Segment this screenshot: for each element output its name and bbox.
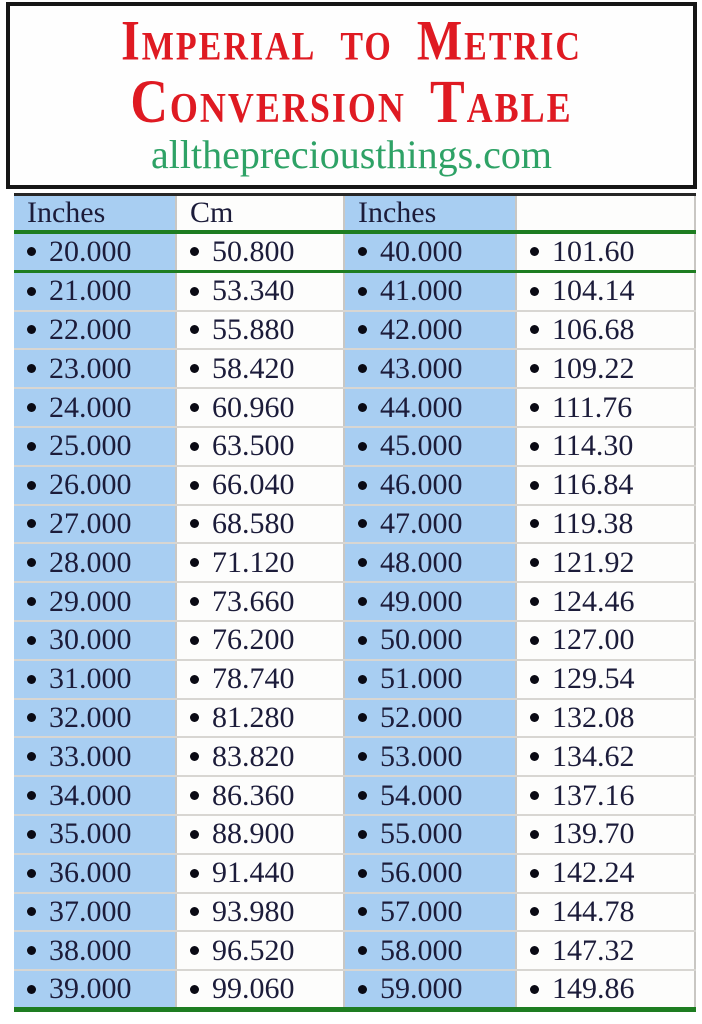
column-header-inches-b: Inches <box>345 196 515 230</box>
inches-value-a: 37.000 <box>49 894 132 928</box>
cell-inches-b <box>345 350 515 387</box>
bullet-icon <box>27 713 36 722</box>
cell-inches-a <box>14 544 175 581</box>
inches-value-b: 48.000 <box>380 545 463 579</box>
bullet-icon <box>530 481 539 490</box>
bullet-icon <box>358 830 367 839</box>
cell-cm-a <box>175 816 345 853</box>
inches-value-a: 21.000 <box>49 274 132 308</box>
column-header-cm-b <box>515 196 696 230</box>
inches-value-b: 57.000 <box>380 894 463 928</box>
cm-value-a: 58.420 <box>212 351 295 385</box>
cell-inches-b <box>345 971 515 1007</box>
bullet-icon <box>358 519 367 528</box>
cell-inches-b <box>345 661 515 698</box>
cm-value-b: 111.76 <box>552 390 633 424</box>
bullet-icon <box>530 636 539 645</box>
bullet-icon <box>190 481 199 490</box>
cell-cm-b <box>515 389 696 426</box>
inches-value-b: 58.000 <box>380 933 463 967</box>
cell-inches-b <box>345 583 515 620</box>
table-header-row <box>14 193 696 234</box>
cell-cm-a <box>175 777 345 814</box>
bullet-icon <box>190 442 199 451</box>
cm-value-a: 78.740 <box>212 662 295 696</box>
table-row <box>14 350 696 389</box>
cm-value-a: 50.800 <box>212 234 295 268</box>
cell-cm-a <box>175 661 345 698</box>
cell-cm-a <box>175 855 345 892</box>
cm-value-a: 76.200 <box>212 623 295 657</box>
bullet-icon <box>358 558 367 567</box>
bullet-icon <box>530 830 539 839</box>
bullet-icon <box>190 830 199 839</box>
bullet-icon <box>27 287 36 296</box>
inches-value-b: 41.000 <box>380 274 463 308</box>
cell-cm-a <box>175 312 345 349</box>
bullet-icon <box>27 752 36 761</box>
bullet-icon <box>358 907 367 916</box>
cm-value-b: 134.62 <box>552 739 635 773</box>
cell-cm-a <box>175 700 345 737</box>
cm-value-b: 124.46 <box>552 584 635 618</box>
bullet-icon <box>530 985 539 994</box>
table-row <box>14 622 696 661</box>
bullet-icon <box>27 364 36 373</box>
bullet-icon <box>27 791 36 800</box>
inches-value-a: 26.000 <box>49 468 132 502</box>
bullet-icon <box>190 675 199 684</box>
cell-inches-b <box>345 273 515 310</box>
table-row <box>14 777 696 816</box>
table-row <box>14 312 696 351</box>
table-row <box>14 855 696 894</box>
cell-cm-a <box>175 234 345 270</box>
inches-value-b: 59.000 <box>380 972 463 1006</box>
cell-cm-b <box>515 777 696 814</box>
bullet-icon <box>530 519 539 528</box>
cell-inches-a <box>14 350 175 387</box>
bullet-icon <box>27 519 36 528</box>
cell-inches-a <box>14 700 175 737</box>
inches-value-a: 22.000 <box>49 312 132 346</box>
cm-value-a: 60.960 <box>212 390 295 424</box>
cell-inches-b <box>345 816 515 853</box>
bullet-icon <box>530 713 539 722</box>
cm-value-b: 121.92 <box>552 545 635 579</box>
inches-value-b: 54.000 <box>380 778 463 812</box>
cm-value-a: 83.820 <box>212 739 295 773</box>
cell-cm-a <box>175 389 345 426</box>
table-row <box>14 544 696 583</box>
table-row <box>14 894 696 933</box>
bullet-icon <box>190 558 199 567</box>
cm-value-a: 91.440 <box>212 856 295 890</box>
inches-value-a: 32.000 <box>49 700 132 734</box>
bullet-icon <box>190 752 199 761</box>
bullet-icon <box>190 713 199 722</box>
bullet-icon <box>190 946 199 955</box>
cell-inches-a <box>14 428 175 465</box>
cell-cm-b <box>515 467 696 504</box>
bullet-icon <box>530 442 539 451</box>
title-banner <box>6 2 697 189</box>
page-title-line2: Conversion Table <box>130 69 573 137</box>
cm-value-b: 137.16 <box>552 778 635 812</box>
bullet-icon <box>190 325 199 334</box>
bullet-icon <box>530 558 539 567</box>
table-row <box>14 971 696 1012</box>
inches-value-a: 24.000 <box>49 390 132 424</box>
inches-value-b: 45.000 <box>380 429 463 463</box>
cell-inches-a <box>14 855 175 892</box>
bullet-icon <box>358 403 367 412</box>
cm-value-a: 63.500 <box>212 429 295 463</box>
cell-cm-b <box>515 738 696 775</box>
cell-inches-b <box>345 389 515 426</box>
bullet-icon <box>190 247 199 256</box>
cm-value-b: 142.24 <box>552 856 635 890</box>
table-row <box>14 428 696 467</box>
cell-cm-b <box>515 234 696 270</box>
inches-value-b: 53.000 <box>380 739 463 773</box>
cell-inches-b <box>345 234 515 270</box>
cm-value-b: 101.60 <box>552 234 635 268</box>
inches-value-a: 29.000 <box>49 584 132 618</box>
bullet-icon <box>190 287 199 296</box>
inches-value-a: 39.000 <box>49 972 132 1006</box>
table-row <box>14 738 696 777</box>
bullet-icon <box>27 869 36 878</box>
inches-value-a: 31.000 <box>49 662 132 696</box>
cell-inches-b <box>345 312 515 349</box>
bullet-icon <box>27 597 36 606</box>
cm-value-a: 88.900 <box>212 817 295 851</box>
bullet-icon <box>530 403 539 412</box>
cm-value-b: 147.32 <box>552 933 635 967</box>
bullet-icon <box>27 403 36 412</box>
cell-cm-b <box>515 816 696 853</box>
table-body <box>14 234 696 1012</box>
bullet-icon <box>358 325 367 334</box>
cell-inches-b <box>345 777 515 814</box>
bullet-icon <box>530 752 539 761</box>
cell-inches-a <box>14 894 175 931</box>
bullet-icon <box>27 247 36 256</box>
cell-inches-a <box>14 816 175 853</box>
cell-inches-b <box>345 932 515 969</box>
bullet-icon <box>27 442 36 451</box>
cell-cm-b <box>515 700 696 737</box>
cell-cm-b <box>515 622 696 659</box>
bullet-icon <box>358 869 367 878</box>
cell-cm-b <box>515 894 696 931</box>
cell-inches-a <box>14 467 175 504</box>
website-url: allthepreciousthings.com <box>150 132 552 178</box>
cm-value-a: 55.880 <box>212 312 295 346</box>
cm-value-a: 96.520 <box>212 933 295 967</box>
cm-value-b: 127.00 <box>552 623 635 657</box>
bullet-icon <box>190 791 199 800</box>
bullet-icon <box>530 597 539 606</box>
inches-value-b: 50.000 <box>380 623 463 657</box>
inches-value-a: 36.000 <box>49 856 132 890</box>
page-title-line1: Imperial to Metric <box>121 9 582 73</box>
cell-cm-b <box>515 428 696 465</box>
cm-value-a: 99.060 <box>212 972 295 1006</box>
cell-cm-b <box>515 506 696 543</box>
cm-value-b: 149.86 <box>552 972 635 1006</box>
cell-inches-a <box>14 273 175 310</box>
inches-value-a: 33.000 <box>49 739 132 773</box>
bullet-icon <box>190 364 199 373</box>
bullet-icon <box>27 558 36 567</box>
cell-inches-b <box>345 894 515 931</box>
cell-inches-a <box>14 389 175 426</box>
cell-inches-b <box>345 738 515 775</box>
cell-cm-b <box>515 661 696 698</box>
cell-inches-a <box>14 971 175 1007</box>
bullet-icon <box>27 325 36 334</box>
cell-cm-b <box>515 273 696 310</box>
cell-cm-b <box>515 312 696 349</box>
inches-value-b: 51.000 <box>380 662 463 696</box>
inches-value-a: 23.000 <box>49 351 132 385</box>
cell-cm-b <box>515 350 696 387</box>
cell-inches-b <box>345 428 515 465</box>
conversion-table <box>14 193 696 1012</box>
cm-value-b: 119.38 <box>552 506 634 540</box>
bullet-icon <box>27 830 36 839</box>
bullet-icon <box>27 481 36 490</box>
cell-inches-a <box>14 622 175 659</box>
cell-cm-a <box>175 350 345 387</box>
cm-value-b: 132.08 <box>552 700 635 734</box>
cm-value-a: 86.360 <box>212 778 295 812</box>
cell-inches-a <box>14 738 175 775</box>
bullet-icon <box>358 247 367 256</box>
inches-value-a: 25.000 <box>49 429 132 463</box>
table-row <box>14 661 696 700</box>
inches-value-b: 43.000 <box>380 351 463 385</box>
inches-value-a: 28.000 <box>49 545 132 579</box>
cell-cm-a <box>175 506 345 543</box>
cell-inches-a <box>14 234 175 270</box>
bullet-icon <box>358 481 367 490</box>
bullet-icon <box>358 442 367 451</box>
bullet-icon <box>358 636 367 645</box>
bullet-icon <box>358 791 367 800</box>
bullet-icon <box>27 675 36 684</box>
bullet-icon <box>530 907 539 916</box>
cm-value-b: 144.78 <box>552 894 635 928</box>
bullet-icon <box>358 287 367 296</box>
cell-inches-b <box>345 622 515 659</box>
cell-cm-a <box>175 467 345 504</box>
bullet-icon <box>530 675 539 684</box>
cm-value-b: 106.68 <box>552 312 635 346</box>
cm-value-b: 114.30 <box>552 429 634 463</box>
column-header-cm-a: Cm <box>175 196 345 230</box>
cell-cm-a <box>175 622 345 659</box>
cell-inches-a <box>14 932 175 969</box>
inches-value-a: 20.000 <box>49 234 132 268</box>
cm-value-a: 81.280 <box>212 700 295 734</box>
table-row <box>14 932 696 971</box>
cm-value-a: 53.340 <box>212 274 295 308</box>
cell-cm-a <box>175 544 345 581</box>
cell-cm-a <box>175 932 345 969</box>
bullet-icon <box>190 985 199 994</box>
inches-value-b: 42.000 <box>380 312 463 346</box>
bullet-icon <box>530 287 539 296</box>
cell-cm-b <box>515 971 696 1007</box>
cell-inches-a <box>14 312 175 349</box>
cell-inches-b <box>345 544 515 581</box>
table-row <box>14 583 696 622</box>
inches-value-a: 30.000 <box>49 623 132 657</box>
cell-inches-a <box>14 583 175 620</box>
cell-cm-a <box>175 428 345 465</box>
cm-value-b: 139.70 <box>552 817 635 851</box>
cm-value-a: 73.660 <box>212 584 295 618</box>
bullet-icon <box>530 946 539 955</box>
bullet-icon <box>190 403 199 412</box>
inches-value-b: 47.000 <box>380 506 463 540</box>
cell-cm-b <box>515 583 696 620</box>
inches-value-a: 34.000 <box>49 778 132 812</box>
cell-inches-b <box>345 855 515 892</box>
cell-cm-b <box>515 544 696 581</box>
bullet-icon <box>358 946 367 955</box>
cm-value-b: 104.14 <box>552 274 635 308</box>
cell-cm-a <box>175 894 345 931</box>
table-row <box>14 273 696 312</box>
table-row <box>14 234 696 273</box>
cell-cm-b <box>515 932 696 969</box>
bullet-icon <box>358 597 367 606</box>
inches-value-b: 55.000 <box>380 817 463 851</box>
cell-inches-a <box>14 777 175 814</box>
bullet-icon <box>27 985 36 994</box>
bullet-icon <box>358 985 367 994</box>
bullet-icon <box>530 247 539 256</box>
cell-cm-a <box>175 971 345 1007</box>
cm-value-a: 68.580 <box>212 506 295 540</box>
inches-value-a: 27.000 <box>49 506 132 540</box>
bullet-icon <box>530 364 539 373</box>
cm-value-b: 129.54 <box>552 662 635 696</box>
inches-value-b: 56.000 <box>380 856 463 890</box>
bullet-icon <box>530 869 539 878</box>
bullet-icon <box>358 364 367 373</box>
cm-value-b: 109.22 <box>552 351 635 385</box>
bullet-icon <box>190 597 199 606</box>
bullet-icon <box>27 636 36 645</box>
bullet-icon <box>27 946 36 955</box>
bullet-icon <box>190 519 199 528</box>
cell-cm-a <box>175 583 345 620</box>
inches-value-b: 49.000 <box>380 584 463 618</box>
bullet-icon <box>27 907 36 916</box>
table-row <box>14 389 696 428</box>
cell-cm-b <box>515 855 696 892</box>
table-row <box>14 816 696 855</box>
column-header-inches-a: Inches <box>14 196 175 230</box>
cm-value-a: 71.120 <box>212 545 295 579</box>
cell-inches-a <box>14 661 175 698</box>
inches-value-a: 35.000 <box>49 817 132 851</box>
bullet-icon <box>530 791 539 800</box>
bullet-icon <box>358 713 367 722</box>
cell-cm-a <box>175 273 345 310</box>
bullet-icon <box>358 675 367 684</box>
bullet-icon <box>358 752 367 761</box>
inches-value-a: 38.000 <box>49 933 132 967</box>
cm-value-b: 116.84 <box>552 468 634 502</box>
cm-value-a: 93.980 <box>212 894 295 928</box>
cell-inches-b <box>345 467 515 504</box>
inches-value-b: 44.000 <box>380 390 463 424</box>
inches-value-b: 52.000 <box>380 700 463 734</box>
bullet-icon <box>530 325 539 334</box>
inches-value-b: 40.000 <box>380 234 463 268</box>
cell-inches-b <box>345 700 515 737</box>
bullet-icon <box>190 869 199 878</box>
inches-value-b: 46.000 <box>380 468 463 502</box>
bullet-icon <box>190 907 199 916</box>
cell-cm-a <box>175 738 345 775</box>
table-row <box>14 467 696 506</box>
cm-value-a: 66.040 <box>212 468 295 502</box>
table-row <box>14 506 696 545</box>
bullet-icon <box>190 636 199 645</box>
table-row <box>14 700 696 739</box>
cell-inches-a <box>14 506 175 543</box>
cell-inches-b <box>345 506 515 543</box>
